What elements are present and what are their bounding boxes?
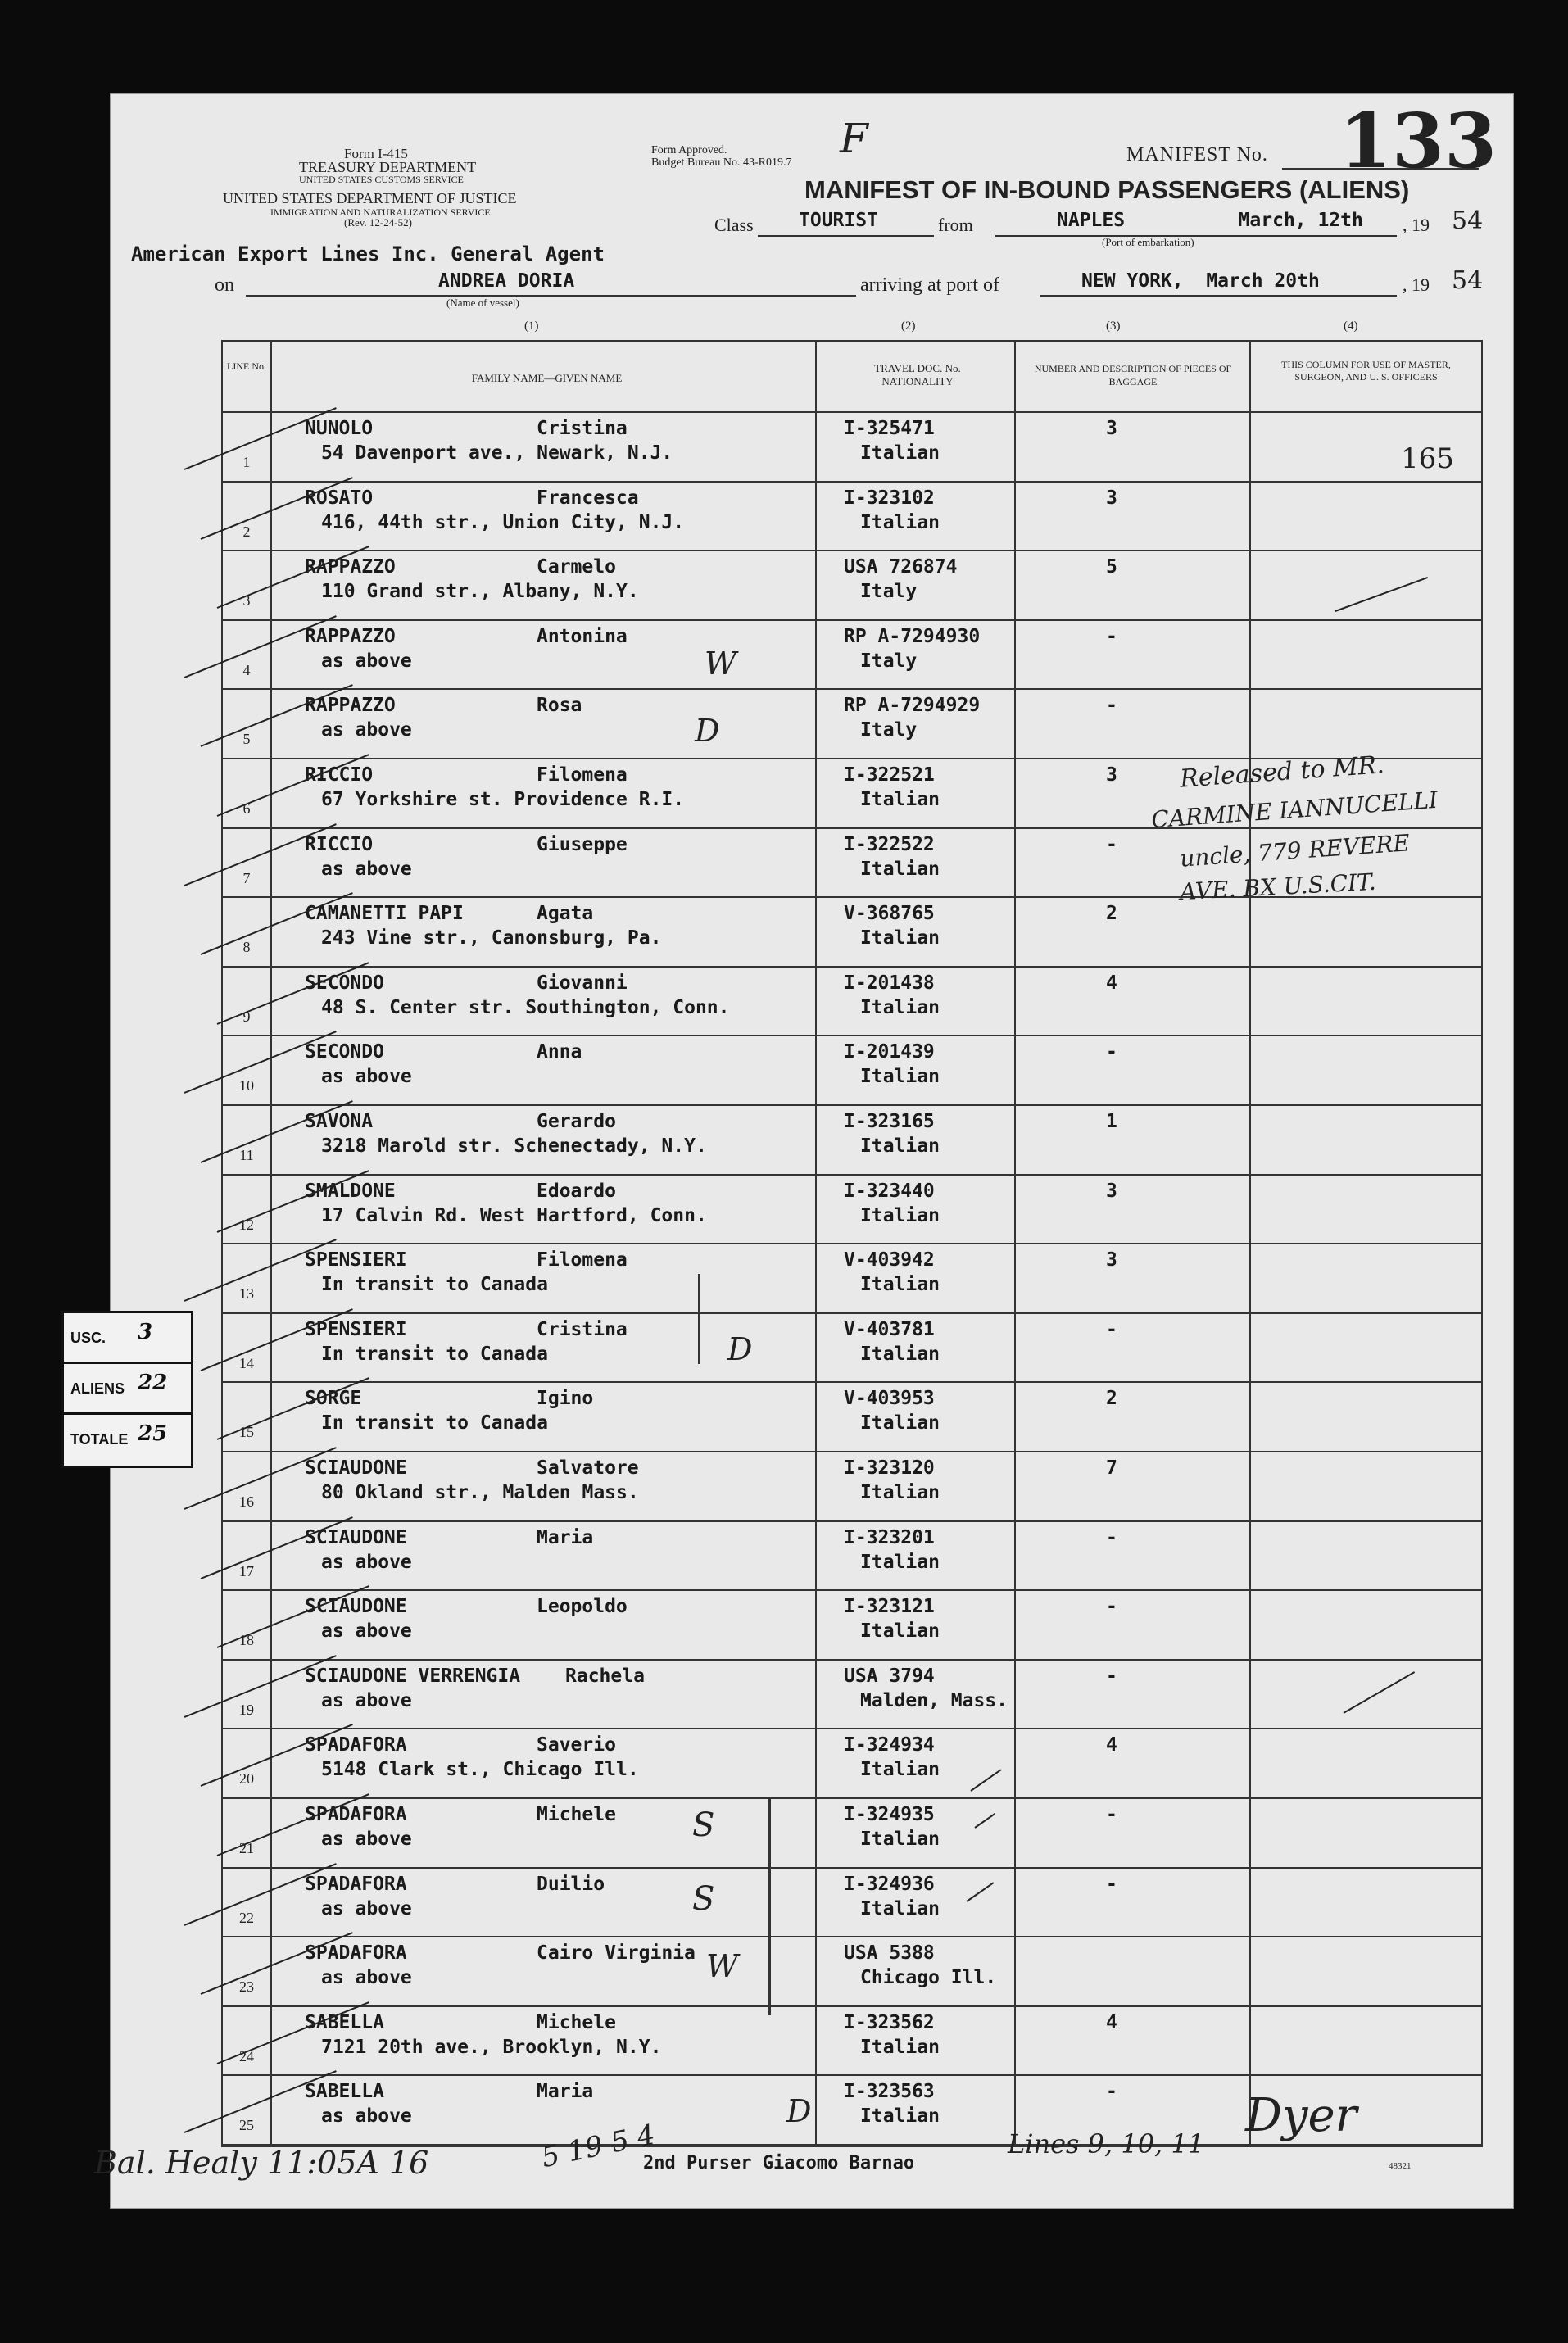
baggage-count: 3 — [1106, 1249, 1117, 1271]
travel-doc-number: V-368765 — [844, 903, 935, 925]
family-name: SORGE — [305, 1388, 362, 1410]
travel-doc-number: I-325471 — [844, 418, 935, 439]
address: as above — [321, 1897, 412, 1919]
travel-doc-number: RP A-7294929 — [844, 695, 981, 717]
given-name: Anna — [537, 1041, 582, 1063]
given-name: Michele — [537, 2011, 616, 2033]
nationality: Italy — [860, 719, 918, 741]
nationality: Malden, Mass. — [860, 1689, 1008, 1711]
address: 243 Vine str., Canonsburg, Pa. — [321, 927, 662, 949]
mark-s-row22: S — [692, 1880, 715, 1918]
agent-line: American Export Lines Inc. General Agent — [131, 242, 605, 265]
nationality: Italian — [860, 1274, 940, 1296]
travel-doc-number: V-403781 — [844, 1318, 935, 1340]
row-divider — [221, 827, 1483, 829]
tally-total — [61, 1412, 193, 1468]
arriving-label: arriving at port of — [860, 274, 999, 296]
line-number: 12 — [239, 1216, 254, 1233]
tally-aliens — [61, 1362, 193, 1417]
line-number: 15 — [239, 1424, 254, 1441]
row-divider — [221, 688, 1483, 690]
year-1: 54 — [1452, 206, 1484, 235]
address: as above — [321, 719, 412, 741]
lines-note: Lines 9, 10, 11 — [1008, 2128, 1205, 2159]
nationality: Italian — [860, 1412, 940, 1434]
address: as above — [321, 1620, 412, 1643]
address: 7121 20th ave., Brooklyn, N.Y. — [321, 2036, 662, 2058]
travel-doc-number: I-324934 — [844, 1734, 935, 1756]
travel-doc-number: I-323165 — [844, 1111, 935, 1132]
address: 110 Grand str., Albany, N.Y. — [321, 581, 639, 603]
family-name: SABELLA — [305, 2011, 384, 2033]
nationality: Italian — [860, 1759, 940, 1781]
vessel-name: ANDREA DORIA — [438, 270, 575, 292]
release-note-2: CARMINE IANNUCELLI — [1150, 786, 1439, 834]
given-name: Gerardo — [537, 1111, 616, 1132]
travel-doc-number: I-323102 — [844, 487, 935, 509]
given-name: Carmelo — [537, 556, 616, 578]
purser-name: 2nd Purser Giacomo Barnao — [643, 2153, 915, 2173]
family-name: SPADAFORA — [305, 1873, 407, 1895]
form-revision: (Rev. 12-24-52) — [344, 216, 412, 229]
family-name: ROSATO — [305, 487, 374, 509]
line-number: 13 — [239, 1285, 254, 1303]
baggage-count: - — [1106, 695, 1117, 717]
baggage-count: - — [1106, 833, 1117, 855]
line-number: 21 — [239, 1840, 254, 1856]
baggage-count: 2 — [1106, 1388, 1117, 1410]
travel-doc-number: I-323121 — [844, 1596, 935, 1618]
from-line — [995, 235, 1397, 237]
header-travel-doc: TRAVEL DOC. No. NATIONALITY — [874, 362, 961, 387]
line-number: 22 — [239, 1909, 254, 1926]
baggage-count: - — [1106, 625, 1117, 647]
travel-doc-number: I-201439 — [844, 1041, 935, 1063]
baggage-count: 3 — [1106, 764, 1117, 786]
travel-doc-number: USA 5388 — [844, 1942, 935, 1965]
baggage-count: - — [1106, 1318, 1117, 1340]
baggage-count: 5 — [1106, 556, 1117, 578]
officer-code: 165 — [1401, 442, 1454, 475]
row-divider — [221, 2005, 1483, 2007]
nationality: Italian — [860, 927, 940, 949]
tally-total-value: 25 — [138, 1421, 168, 1446]
nationality: Italian — [860, 511, 940, 533]
travel-doc-number: V-403953 — [844, 1388, 935, 1410]
arrival-line — [1040, 295, 1397, 297]
given-name: Edoardo — [537, 1180, 616, 1202]
manifest-number: 133 — [1339, 97, 1498, 185]
mark-w-row23: W — [706, 1948, 739, 1984]
line-number: 4 — [242, 661, 251, 678]
address: as above — [321, 858, 412, 880]
family-name: RICCIO — [305, 764, 374, 786]
family-name: CAMANETTI PAPI — [305, 903, 464, 925]
line-number: 11 — [239, 1147, 254, 1163]
given-name: Salvatore — [537, 1457, 639, 1479]
baggage-count: 1 — [1106, 1111, 1117, 1132]
address: as above — [321, 1066, 412, 1088]
family-name: SCIAUDONE — [305, 1596, 407, 1618]
ins-service: IMMIGRATION AND NATURALIZATION SERVICE — [270, 206, 491, 218]
row-divider — [221, 1520, 1483, 1522]
arrival-value: NEW YORK, March 20th — [1081, 270, 1320, 292]
given-name: Giovanni — [537, 972, 628, 994]
given-name: Cristina — [537, 418, 628, 439]
given-name: Igino — [537, 1388, 594, 1410]
line-number: 10 — [239, 1077, 254, 1094]
baggage-count: - — [1106, 1804, 1117, 1825]
nationality: Italian — [860, 442, 940, 464]
given-name: Cristina — [537, 1318, 628, 1340]
address: as above — [321, 1967, 412, 1989]
baggage-count: - — [1106, 1665, 1117, 1687]
release-note-1: Released to MR. — [1179, 750, 1385, 794]
embarkation-caption: (Port of embarkation) — [1102, 236, 1194, 248]
row-divider — [221, 481, 1483, 483]
address: as above — [321, 2105, 412, 2128]
row-divider — [221, 966, 1483, 968]
travel-doc-number: I-323201 — [844, 1526, 935, 1548]
release-note-3: uncle, 779 REVERE — [1179, 829, 1411, 872]
family-name: SPENSIERI — [305, 1249, 407, 1271]
family-name: SCIAUDONE VERRENGIA — [305, 1665, 521, 1687]
year-2: 54 — [1452, 266, 1484, 295]
travel-doc-number: V-403942 — [844, 1249, 935, 1271]
travel-doc-number: I-322522 — [844, 833, 935, 855]
nationality: Italian — [860, 996, 940, 1018]
address: In transit to Canada — [321, 1274, 548, 1296]
travel-doc-number: I-323562 — [844, 2011, 935, 2033]
nationality: Italian — [860, 1135, 940, 1157]
row-divider — [221, 1174, 1483, 1176]
col-num-1: (1) — [524, 320, 539, 333]
budget-bureau: Budget Bureau No. 43-R019.7 — [651, 156, 792, 169]
given-name: Francesca — [537, 487, 639, 509]
address: In transit to Canada — [321, 1412, 548, 1434]
address: 5148 Clark st., Chicago Ill. — [321, 1759, 639, 1781]
nationality: Italy — [860, 650, 918, 672]
family-name: SAVONA — [305, 1111, 374, 1132]
nationality: Italian — [860, 2036, 940, 2058]
row-divider — [221, 550, 1483, 551]
nationality: Italian — [860, 2105, 940, 2128]
family-name: SMALDONE — [305, 1180, 396, 1202]
footer-date: 5 19 5 4 — [538, 2118, 659, 2175]
family-name: SCIAUDONE — [305, 1457, 407, 1479]
baggage-count: - — [1106, 1041, 1117, 1063]
row-divider — [221, 1728, 1483, 1729]
given-name: Antonina — [537, 625, 628, 647]
year-prefix-2: , 19 — [1403, 274, 1430, 295]
baggage-count: - — [1106, 1526, 1117, 1548]
form-approved: Form Approved. — [651, 144, 727, 156]
family-name: SECONDO — [305, 972, 384, 994]
manifest-mark-f: F — [840, 115, 868, 162]
address: as above — [321, 1551, 412, 1573]
row-divider — [221, 1312, 1483, 1314]
stamp-number: 48321 — [1389, 2161, 1412, 2171]
address: 17 Calvin Rd. West Hartford, Conn. — [321, 1204, 707, 1226]
travel-doc-number: USA 726874 — [844, 556, 958, 578]
mark-d-row14: D — [727, 1331, 753, 1367]
row-divider — [221, 1451, 1483, 1452]
line-number: 14 — [239, 1354, 254, 1371]
given-name: Michele — [537, 1804, 616, 1825]
tally-usc-value: 3 — [138, 1320, 153, 1344]
line-number: 3 — [242, 592, 251, 610]
header-name: FAMILY NAME—GIVEN NAME — [471, 372, 623, 384]
baggage-count: - — [1106, 2081, 1117, 2103]
nationality: Italian — [860, 789, 940, 810]
line-number: 20 — [239, 1770, 254, 1788]
baggage-count: 3 — [1106, 1180, 1117, 1202]
family-name: RICCIO — [305, 833, 374, 855]
vessel-line — [246, 295, 856, 297]
family-name: RAPPAZZO — [305, 695, 396, 717]
line-number: 8 — [242, 939, 251, 956]
baggage-count: 4 — [1106, 972, 1117, 994]
nationality: Italian — [860, 1829, 940, 1850]
address: 48 S. Center str. Southington, Conn. — [321, 996, 730, 1018]
line-number: 6 — [242, 800, 251, 817]
baggage-count: 3 — [1106, 487, 1117, 509]
manifest-number-label: MANIFEST No. — [1126, 144, 1268, 165]
line-number: 23 — [239, 1978, 254, 1996]
row-divider — [221, 1797, 1483, 1799]
on-label: on — [215, 274, 234, 296]
travel-doc-number: USA 3794 — [844, 1665, 935, 1687]
travel-doc-number: I-323563 — [844, 2081, 935, 2103]
col-num-2: (2) — [901, 320, 916, 333]
line-number: 17 — [239, 1562, 254, 1579]
tally-aliens-label: ALIENS — [70, 1380, 125, 1397]
line-number: 16 — [239, 1493, 254, 1510]
row-divider — [221, 1104, 1483, 1106]
col-num-3: (3) — [1106, 320, 1121, 333]
nationality: Italian — [860, 1620, 940, 1643]
given-name: Rosa — [537, 695, 582, 717]
baggage-count: - — [1106, 1873, 1117, 1895]
baggage-count: - — [1106, 1596, 1117, 1618]
family-name: SCIAUDONE — [305, 1526, 407, 1548]
tally-aliens-value: 22 — [138, 1371, 168, 1395]
nationality: Italian — [860, 1066, 940, 1088]
nationality: Italian — [860, 858, 940, 880]
given-name: Filomena — [537, 764, 628, 786]
vessel-caption: (Name of vessel) — [446, 297, 519, 309]
header-officers: THIS COLUMN FOR USE OF MASTER, SURGEON, AND U. S. OFFICERS — [1281, 359, 1451, 383]
from-label: from — [938, 215, 973, 235]
given-name: Rachela — [565, 1665, 645, 1687]
line-number: 24 — [239, 2047, 254, 2064]
footer-signature: Bal. Healy 11:05A 16 — [94, 2145, 429, 2181]
given-name: Saverio — [537, 1734, 616, 1756]
baggage-count: 4 — [1106, 2011, 1117, 2033]
row-divider — [221, 1936, 1483, 1937]
address: 54 Davenport ave., Newark, N.J. — [321, 442, 673, 464]
mark-s-row21: S — [692, 1806, 715, 1844]
class-line — [758, 235, 934, 237]
given-name: Giuseppe — [537, 833, 628, 855]
treasury-dept: TREASURY DEPARTMENT — [299, 159, 477, 175]
line-number: 9 — [242, 1008, 251, 1025]
line-number: 18 — [239, 1632, 254, 1649]
family-name: SPADAFORA — [305, 1804, 407, 1825]
travel-doc-number: I-201438 — [844, 972, 935, 994]
given-name: Duilio — [537, 1873, 605, 1895]
nationality: Italy — [860, 581, 918, 603]
baggage-count: 7 — [1106, 1457, 1117, 1479]
travel-doc-number: I-324935 — [844, 1804, 935, 1825]
customs-service: UNITED STATES CUSTOMS SERVICE — [299, 174, 464, 185]
address: as above — [321, 1689, 412, 1711]
bracket-mark — [698, 1274, 700, 1364]
mark-w-row4: W — [705, 646, 737, 682]
nationality: Italian — [860, 1204, 940, 1226]
row-divider — [221, 2074, 1483, 2076]
row-divider — [221, 1035, 1483, 1036]
header-baggage: NUMBER AND DESCRIPTION OF PIECES OF BAGGAGE — [1034, 363, 1232, 387]
nationality: Italian — [860, 1551, 940, 1573]
header-line-no: LINE No. — [227, 360, 266, 372]
baggage-count: 2 — [1106, 903, 1117, 925]
line-number: 1 — [242, 454, 251, 470]
row-divider — [221, 1659, 1483, 1661]
travel-doc-number: RP A-7294930 — [844, 625, 981, 647]
officer-signature-mark: Dyer — [1245, 2089, 1357, 2142]
family-name: RAPPAZZO — [305, 556, 396, 578]
address: In transit to Canada — [321, 1343, 548, 1365]
row-divider — [221, 1867, 1483, 1869]
mark-d-row5: D — [695, 713, 720, 749]
address: 80 Okland str., Malden Mass. — [321, 1482, 639, 1503]
mark-d-row25: D — [786, 2093, 812, 2129]
given-name: Filomena — [537, 1249, 628, 1271]
address: 416, 44th str., Union City, N.J. — [321, 511, 685, 533]
row-divider — [221, 1381, 1483, 1383]
address: as above — [321, 1829, 412, 1850]
travel-doc-number: I-324936 — [844, 1873, 935, 1895]
row-divider — [221, 1243, 1483, 1244]
class-label: Class — [714, 215, 754, 235]
line-number: 2 — [242, 523, 251, 540]
family-name: SPADAFORA — [305, 1734, 407, 1756]
form-number: Form I-415 — [344, 146, 408, 161]
family-name: SECONDO — [305, 1041, 384, 1063]
class-value: TOURIST — [799, 210, 878, 231]
row-divider — [221, 619, 1483, 621]
tally-usc-label: USC. — [70, 1330, 106, 1346]
nationality: Chicago Ill. — [860, 1967, 997, 1989]
release-note-4: AVE. BX U.S.CIT. — [1179, 868, 1377, 906]
line-number: 7 — [242, 869, 251, 886]
address: 3218 Marold str. Schenectady, N.Y. — [321, 1135, 707, 1157]
year-prefix-1: , 19 — [1403, 215, 1430, 235]
family-name: SPENSIERI — [305, 1318, 407, 1340]
manifest-title: MANIFEST OF IN-BOUND PASSENGERS (ALIENS) — [804, 175, 1410, 204]
baggage-count: 3 — [1106, 418, 1117, 439]
line-number: 25 — [239, 2117, 254, 2134]
bracket-mark — [768, 1798, 771, 2015]
travel-doc-number: I-323440 — [844, 1180, 935, 1202]
line-number: 19 — [239, 1701, 254, 1718]
justice-dept: UNITED STATES DEPARTMENT OF JUSTICE — [223, 190, 517, 206]
given-name: Maria — [537, 2081, 594, 2103]
address: 67 Yorkshire st. Providence R.I. — [321, 789, 685, 810]
nationality: Italian — [860, 1897, 940, 1919]
nationality: Italian — [860, 1343, 940, 1365]
baggage-count: 4 — [1106, 1734, 1117, 1756]
given-name: Maria — [537, 1526, 594, 1548]
given-name: Cairo Virginia — [537, 1942, 696, 1965]
family-name: RAPPAZZO — [305, 625, 396, 647]
family-name: SPADAFORA — [305, 1942, 407, 1965]
row-divider — [221, 1589, 1483, 1591]
col-num-4: (4) — [1344, 320, 1358, 333]
tally-usc — [61, 1311, 193, 1366]
travel-doc-number: I-323120 — [844, 1457, 935, 1479]
given-name: Agata — [537, 903, 594, 925]
line-number: 5 — [242, 731, 251, 748]
travel-doc-number: I-322521 — [844, 764, 935, 786]
address: as above — [321, 650, 412, 672]
family-name: NUNOLO — [305, 418, 374, 439]
given-name: Leopoldo — [537, 1596, 628, 1618]
from-value: NAPLES March, 12th — [1057, 210, 1363, 231]
tally-total-label: TOTALE — [70, 1431, 129, 1448]
family-name: SABELLA — [305, 2081, 384, 2103]
nationality: Italian — [860, 1482, 940, 1503]
